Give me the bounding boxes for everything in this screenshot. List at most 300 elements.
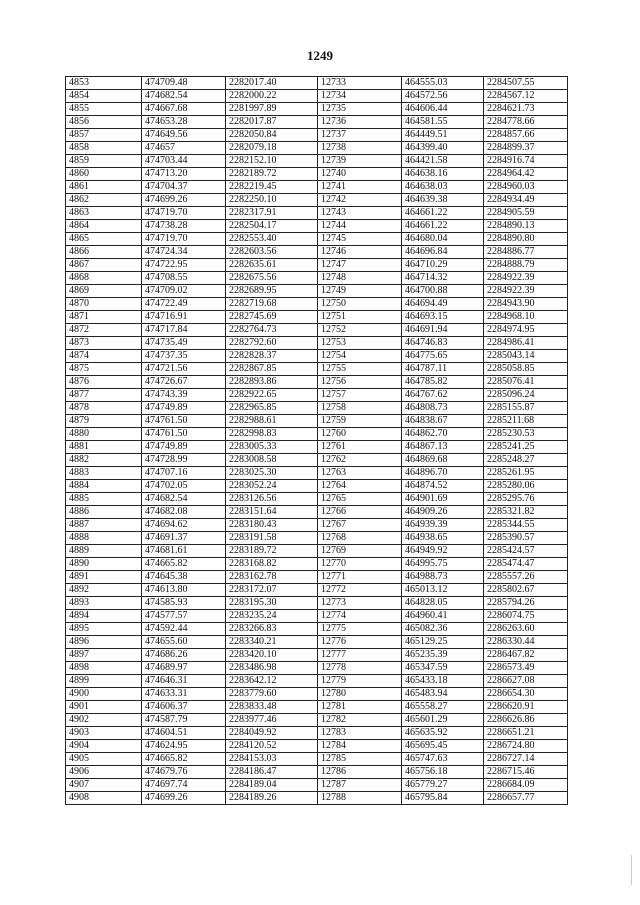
y-coordinate-right-cell: 2285557.26 — [484, 571, 568, 584]
table-row — [66, 519, 568, 532]
table-row — [66, 441, 568, 454]
table-row — [66, 259, 568, 272]
x-coordinate-right-cell: 465129.25 — [402, 636, 484, 649]
point-number-left-cell: 4861 — [66, 181, 142, 194]
point-number-left-cell: 4871 — [66, 311, 142, 324]
point-number-right-cell: 12754 — [318, 350, 402, 363]
x-coordinate-right-cell: 464606.44 — [402, 103, 484, 116]
point-number-left-cell: 4903 — [66, 727, 142, 740]
table-row — [66, 506, 568, 519]
y-coordinate-right-cell: 2285076.41 — [484, 376, 568, 389]
point-number-right-cell: 12786 — [318, 766, 402, 779]
x-coordinate-right-cell: 465433.18 — [402, 675, 484, 688]
point-number-left-cell: 4857 — [66, 129, 142, 142]
x-coordinate-left-cell: 474737.35 — [142, 350, 226, 363]
point-number-right-cell: 12768 — [318, 532, 402, 545]
table-row — [66, 454, 568, 467]
point-number-left-cell: 4879 — [66, 415, 142, 428]
point-number-left-cell: 4893 — [66, 597, 142, 610]
x-coordinate-left-cell: 474665.82 — [142, 558, 226, 571]
y-coordinate-left-cell: 2283005.33 — [226, 441, 318, 454]
x-coordinate-left-cell: 474697.74 — [142, 779, 226, 792]
table-row — [66, 324, 568, 337]
x-coordinate-right-cell: 464449.51 — [402, 129, 484, 142]
point-number-left-cell: 4882 — [66, 454, 142, 467]
y-coordinate-left-cell: 2282828.37 — [226, 350, 318, 363]
table-row — [66, 714, 568, 727]
x-coordinate-right-cell: 464838.67 — [402, 415, 484, 428]
y-coordinate-right-cell: 2286715.46 — [484, 766, 568, 779]
x-coordinate-left-cell: 474709.48 — [142, 77, 226, 90]
y-coordinate-right-cell: 2284905.59 — [484, 207, 568, 220]
y-coordinate-left-cell: 2282719.68 — [226, 298, 318, 311]
y-coordinate-right-cell: 2285261.95 — [484, 467, 568, 480]
y-coordinate-left-cell: 2282152.10 — [226, 155, 318, 168]
x-coordinate-left-cell: 474704.37 — [142, 181, 226, 194]
x-coordinate-left-cell: 474649.56 — [142, 129, 226, 142]
x-coordinate-right-cell: 464938.65 — [402, 532, 484, 545]
y-coordinate-left-cell: 2283235.24 — [226, 610, 318, 623]
y-coordinate-right-cell: 2286727.14 — [484, 753, 568, 766]
x-coordinate-right-cell: 464746.83 — [402, 337, 484, 350]
y-coordinate-right-cell: 2284968.10 — [484, 311, 568, 324]
y-coordinate-left-cell: 2282219.45 — [226, 181, 318, 194]
x-coordinate-right-cell: 464714.32 — [402, 272, 484, 285]
table-row — [66, 610, 568, 623]
point-number-left-cell: 4886 — [66, 506, 142, 519]
x-coordinate-right-cell: 464555.03 — [402, 77, 484, 90]
table-row — [66, 129, 568, 142]
point-number-left-cell: 4854 — [66, 90, 142, 103]
x-coordinate-left-cell: 474707.16 — [142, 467, 226, 480]
point-number-right-cell: 12747 — [318, 259, 402, 272]
point-number-left-cell: 4899 — [66, 675, 142, 688]
point-number-right-cell: 12778 — [318, 662, 402, 675]
point-number-left-cell: 4890 — [66, 558, 142, 571]
table-row — [66, 701, 568, 714]
table-row — [66, 402, 568, 415]
table-row — [66, 103, 568, 116]
y-coordinate-left-cell: 2283052.24 — [226, 480, 318, 493]
point-number-right-cell: 12764 — [318, 480, 402, 493]
y-coordinate-right-cell: 2284890.80 — [484, 233, 568, 246]
point-number-left-cell: 4897 — [66, 649, 142, 662]
point-number-left-cell: 4856 — [66, 116, 142, 129]
y-coordinate-left-cell: 2283025.30 — [226, 467, 318, 480]
x-coordinate-right-cell: 464960.41 — [402, 610, 484, 623]
x-coordinate-left-cell: 474719.70 — [142, 233, 226, 246]
table-row — [66, 532, 568, 545]
y-coordinate-left-cell: 2282189.72 — [226, 168, 318, 181]
y-coordinate-left-cell: 2283168.82 — [226, 558, 318, 571]
point-number-right-cell: 12736 — [318, 116, 402, 129]
point-number-right-cell: 12746 — [318, 246, 402, 259]
point-number-left-cell: 4908 — [66, 792, 142, 805]
x-coordinate-right-cell: 464874.52 — [402, 480, 484, 493]
x-coordinate-right-cell: 464421.58 — [402, 155, 484, 168]
y-coordinate-right-cell: 2285155.87 — [484, 402, 568, 415]
y-coordinate-left-cell: 2282017.87 — [226, 116, 318, 129]
point-number-left-cell: 4892 — [66, 584, 142, 597]
table-row — [66, 77, 568, 90]
x-coordinate-left-cell: 474682.08 — [142, 506, 226, 519]
point-number-left-cell: 4873 — [66, 337, 142, 350]
x-coordinate-right-cell: 465779.27 — [402, 779, 484, 792]
x-coordinate-right-cell: 464896.70 — [402, 467, 484, 480]
point-number-right-cell: 12785 — [318, 753, 402, 766]
x-coordinate-left-cell: 474761.50 — [142, 428, 226, 441]
table-row — [66, 285, 568, 298]
point-number-right-cell: 12760 — [318, 428, 402, 441]
x-coordinate-left-cell: 474604.51 — [142, 727, 226, 740]
point-number-right-cell: 12738 — [318, 142, 402, 155]
x-coordinate-right-cell: 465747.63 — [402, 753, 484, 766]
x-coordinate-right-cell: 464661.22 — [402, 207, 484, 220]
x-coordinate-left-cell: 474577.57 — [142, 610, 226, 623]
y-coordinate-right-cell: 2286573.49 — [484, 662, 568, 675]
point-number-right-cell: 12763 — [318, 467, 402, 480]
x-coordinate-left-cell: 474606.37 — [142, 701, 226, 714]
point-number-right-cell: 12769 — [318, 545, 402, 558]
point-number-right-cell: 12766 — [318, 506, 402, 519]
x-coordinate-right-cell: 465082.36 — [402, 623, 484, 636]
point-number-right-cell: 12787 — [318, 779, 402, 792]
point-number-right-cell: 12771 — [318, 571, 402, 584]
x-coordinate-right-cell: 464995.75 — [402, 558, 484, 571]
x-coordinate-right-cell: 464572.56 — [402, 90, 484, 103]
y-coordinate-right-cell: 2284778.66 — [484, 116, 568, 129]
x-coordinate-left-cell: 474722.95 — [142, 259, 226, 272]
x-coordinate-right-cell: 464680.04 — [402, 233, 484, 246]
table-row — [66, 571, 568, 584]
x-coordinate-right-cell: 464775.65 — [402, 350, 484, 363]
x-coordinate-left-cell: 474726.67 — [142, 376, 226, 389]
table-row — [66, 90, 568, 103]
y-coordinate-left-cell: 2283779.60 — [226, 688, 318, 701]
margin-mark — [631, 855, 634, 885]
y-coordinate-left-cell: 2282893.86 — [226, 376, 318, 389]
x-coordinate-left-cell: 474681.61 — [142, 545, 226, 558]
point-number-right-cell: 12773 — [318, 597, 402, 610]
y-coordinate-left-cell: 2282792.60 — [226, 337, 318, 350]
y-coordinate-left-cell: 2282317.91 — [226, 207, 318, 220]
x-coordinate-right-cell: 464693.15 — [402, 311, 484, 324]
y-coordinate-right-cell: 2284986.41 — [484, 337, 568, 350]
y-coordinate-left-cell: 2282553.40 — [226, 233, 318, 246]
x-coordinate-right-cell: 465558.27 — [402, 701, 484, 714]
y-coordinate-right-cell: 2285295.76 — [484, 493, 568, 506]
y-coordinate-right-cell: 2285474.47 — [484, 558, 568, 571]
point-number-right-cell: 12749 — [318, 285, 402, 298]
y-coordinate-left-cell: 2282635.61 — [226, 259, 318, 272]
y-coordinate-left-cell: 2282000.22 — [226, 90, 318, 103]
x-coordinate-right-cell: 465483.94 — [402, 688, 484, 701]
x-coordinate-left-cell: 474722.49 — [142, 298, 226, 311]
table-row — [66, 168, 568, 181]
point-number-left-cell: 4894 — [66, 610, 142, 623]
point-number-right-cell: 12748 — [318, 272, 402, 285]
y-coordinate-right-cell: 2285241.25 — [484, 441, 568, 454]
x-coordinate-left-cell: 474624.95 — [142, 740, 226, 753]
x-coordinate-left-cell: 474653.28 — [142, 116, 226, 129]
x-coordinate-right-cell: 464867.13 — [402, 441, 484, 454]
point-number-right-cell: 12779 — [318, 675, 402, 688]
y-coordinate-right-cell: 2284886.77 — [484, 246, 568, 259]
y-coordinate-right-cell: 2284507.55 — [484, 77, 568, 90]
x-coordinate-right-cell: 464939.39 — [402, 519, 484, 532]
x-coordinate-right-cell: 464949.92 — [402, 545, 484, 558]
table-row — [66, 636, 568, 649]
table-row — [66, 142, 568, 155]
table-row — [66, 753, 568, 766]
table-row — [66, 207, 568, 220]
x-coordinate-left-cell: 474713.20 — [142, 168, 226, 181]
x-coordinate-right-cell: 464700.88 — [402, 285, 484, 298]
y-coordinate-right-cell: 2285802.67 — [484, 584, 568, 597]
point-number-right-cell: 12757 — [318, 389, 402, 402]
y-coordinate-left-cell: 2283151.64 — [226, 506, 318, 519]
point-number-left-cell: 4875 — [66, 363, 142, 376]
x-coordinate-right-cell: 465601.29 — [402, 714, 484, 727]
y-coordinate-left-cell: 2282079.18 — [226, 142, 318, 155]
y-coordinate-left-cell: 2282050.84 — [226, 129, 318, 142]
x-coordinate-right-cell: 464638.16 — [402, 168, 484, 181]
y-coordinate-right-cell: 2284857.66 — [484, 129, 568, 142]
point-number-left-cell: 4870 — [66, 298, 142, 311]
point-number-left-cell: 4905 — [66, 753, 142, 766]
point-number-left-cell: 4885 — [66, 493, 142, 506]
x-coordinate-right-cell: 464901.69 — [402, 493, 484, 506]
y-coordinate-right-cell: 2284916.74 — [484, 155, 568, 168]
y-coordinate-right-cell: 2286467.82 — [484, 649, 568, 662]
point-number-left-cell: 4868 — [66, 272, 142, 285]
y-coordinate-right-cell: 2284899.37 — [484, 142, 568, 155]
y-coordinate-left-cell: 2282867.85 — [226, 363, 318, 376]
x-coordinate-right-cell: 464696.84 — [402, 246, 484, 259]
y-coordinate-right-cell: 2284890.13 — [484, 220, 568, 233]
x-coordinate-left-cell: 474633.31 — [142, 688, 226, 701]
y-coordinate-right-cell: 2286620.91 — [484, 701, 568, 714]
y-coordinate-right-cell: 2284621.73 — [484, 103, 568, 116]
table-row — [66, 298, 568, 311]
point-number-right-cell: 12767 — [318, 519, 402, 532]
table-row — [66, 220, 568, 233]
x-coordinate-left-cell: 474585.93 — [142, 597, 226, 610]
x-coordinate-left-cell: 474749.89 — [142, 441, 226, 454]
x-coordinate-left-cell: 474645.38 — [142, 571, 226, 584]
table-row — [66, 623, 568, 636]
point-number-right-cell: 12770 — [318, 558, 402, 571]
y-coordinate-left-cell: 2282504.17 — [226, 220, 318, 233]
y-coordinate-left-cell: 2283180.43 — [226, 519, 318, 532]
x-coordinate-right-cell: 464691.94 — [402, 324, 484, 337]
table-row — [66, 792, 568, 805]
y-coordinate-right-cell: 2286627.08 — [484, 675, 568, 688]
y-coordinate-left-cell: 2282965.85 — [226, 402, 318, 415]
point-number-right-cell: 12783 — [318, 727, 402, 740]
point-number-left-cell: 4898 — [66, 662, 142, 675]
point-number-left-cell: 4907 — [66, 779, 142, 792]
x-coordinate-right-cell: 464710.29 — [402, 259, 484, 272]
table-row — [66, 376, 568, 389]
x-coordinate-left-cell: 474717.84 — [142, 324, 226, 337]
x-coordinate-left-cell: 474699.26 — [142, 792, 226, 805]
y-coordinate-left-cell: 2283977.46 — [226, 714, 318, 727]
point-number-left-cell: 4901 — [66, 701, 142, 714]
table-row — [66, 480, 568, 493]
point-number-left-cell: 4867 — [66, 259, 142, 272]
table-row — [66, 688, 568, 701]
y-coordinate-left-cell: 2282764.73 — [226, 324, 318, 337]
y-coordinate-left-cell: 2283266.83 — [226, 623, 318, 636]
point-number-right-cell: 12772 — [318, 584, 402, 597]
point-number-right-cell: 12781 — [318, 701, 402, 714]
x-coordinate-left-cell: 474738.28 — [142, 220, 226, 233]
point-number-left-cell: 4862 — [66, 194, 142, 207]
point-number-right-cell: 12765 — [318, 493, 402, 506]
point-number-left-cell: 4896 — [66, 636, 142, 649]
point-number-right-cell: 12737 — [318, 129, 402, 142]
table-row — [66, 363, 568, 376]
point-number-left-cell: 4863 — [66, 207, 142, 220]
x-coordinate-right-cell: 464862.70 — [402, 428, 484, 441]
point-number-left-cell: 4872 — [66, 324, 142, 337]
point-number-right-cell: 12743 — [318, 207, 402, 220]
point-number-left-cell: 4866 — [66, 246, 142, 259]
point-number-left-cell: 4900 — [66, 688, 142, 701]
point-number-right-cell: 12752 — [318, 324, 402, 337]
x-coordinate-right-cell: 464639.38 — [402, 194, 484, 207]
x-coordinate-right-cell: 465013.12 — [402, 584, 484, 597]
y-coordinate-right-cell: 2284964.42 — [484, 168, 568, 181]
point-number-right-cell: 12774 — [318, 610, 402, 623]
point-number-left-cell: 4881 — [66, 441, 142, 454]
y-coordinate-right-cell: 2285344.55 — [484, 519, 568, 532]
y-coordinate-left-cell: 2284153.03 — [226, 753, 318, 766]
point-number-left-cell: 4864 — [66, 220, 142, 233]
point-number-left-cell: 4859 — [66, 155, 142, 168]
x-coordinate-left-cell: 474708.55 — [142, 272, 226, 285]
x-coordinate-left-cell: 474761.50 — [142, 415, 226, 428]
x-coordinate-left-cell: 474686.26 — [142, 649, 226, 662]
table-row — [66, 779, 568, 792]
y-coordinate-left-cell: 2283420.10 — [226, 649, 318, 662]
point-number-right-cell: 12742 — [318, 194, 402, 207]
point-number-right-cell: 12750 — [318, 298, 402, 311]
x-coordinate-right-cell: 465695.45 — [402, 740, 484, 753]
y-coordinate-left-cell: 2283189.72 — [226, 545, 318, 558]
y-coordinate-right-cell: 2285230.53 — [484, 428, 568, 441]
point-number-right-cell: 12740 — [318, 168, 402, 181]
x-coordinate-left-cell: 474703.44 — [142, 155, 226, 168]
point-number-right-cell: 12775 — [318, 623, 402, 636]
point-number-right-cell: 12759 — [318, 415, 402, 428]
y-coordinate-left-cell: 2284186.47 — [226, 766, 318, 779]
x-coordinate-right-cell: 465347.59 — [402, 662, 484, 675]
point-number-right-cell: 12782 — [318, 714, 402, 727]
table-row — [66, 545, 568, 558]
table-row — [66, 597, 568, 610]
y-coordinate-right-cell: 2284922.39 — [484, 272, 568, 285]
x-coordinate-left-cell: 474694.62 — [142, 519, 226, 532]
table-row — [66, 558, 568, 571]
point-number-left-cell: 4858 — [66, 142, 142, 155]
y-coordinate-right-cell: 2285058.85 — [484, 363, 568, 376]
x-coordinate-left-cell: 474728.99 — [142, 454, 226, 467]
point-number-left-cell: 4853 — [66, 77, 142, 90]
point-number-right-cell: 12755 — [318, 363, 402, 376]
y-coordinate-left-cell: 2282922.65 — [226, 389, 318, 402]
point-number-right-cell: 12745 — [318, 233, 402, 246]
y-coordinate-right-cell: 2285280.06 — [484, 480, 568, 493]
point-number-right-cell: 12776 — [318, 636, 402, 649]
table-row — [66, 727, 568, 740]
y-coordinate-right-cell: 2286651.21 — [484, 727, 568, 740]
y-coordinate-right-cell: 2285424.57 — [484, 545, 568, 558]
table-row — [66, 662, 568, 675]
y-coordinate-right-cell: 2285043.14 — [484, 350, 568, 363]
point-number-left-cell: 4895 — [66, 623, 142, 636]
y-coordinate-left-cell: 2282998.83 — [226, 428, 318, 441]
x-coordinate-left-cell: 474682.54 — [142, 90, 226, 103]
y-coordinate-right-cell: 2286626.86 — [484, 714, 568, 727]
x-coordinate-right-cell: 464869.68 — [402, 454, 484, 467]
table-row — [66, 272, 568, 285]
table-row — [66, 233, 568, 246]
table-row — [66, 493, 568, 506]
point-number-right-cell: 12753 — [318, 337, 402, 350]
point-number-left-cell: 4855 — [66, 103, 142, 116]
point-number-left-cell: 4884 — [66, 480, 142, 493]
y-coordinate-left-cell: 2283486.98 — [226, 662, 318, 675]
x-coordinate-left-cell: 474587.79 — [142, 714, 226, 727]
y-coordinate-left-cell: 2284189.26 — [226, 792, 318, 805]
x-coordinate-right-cell: 464787.11 — [402, 363, 484, 376]
table-row — [66, 181, 568, 194]
point-number-left-cell: 4865 — [66, 233, 142, 246]
y-coordinate-left-cell: 2282745.69 — [226, 311, 318, 324]
point-number-right-cell: 12751 — [318, 311, 402, 324]
x-coordinate-left-cell: 474721.56 — [142, 363, 226, 376]
point-number-left-cell: 4877 — [66, 389, 142, 402]
y-coordinate-right-cell: 2284567.12 — [484, 90, 568, 103]
point-number-left-cell: 4889 — [66, 545, 142, 558]
table-row — [66, 428, 568, 441]
point-number-left-cell: 4874 — [66, 350, 142, 363]
y-coordinate-left-cell: 2283172.07 — [226, 584, 318, 597]
y-coordinate-right-cell: 2286330.44 — [484, 636, 568, 649]
x-coordinate-right-cell: 464638.03 — [402, 181, 484, 194]
point-number-left-cell: 4876 — [66, 376, 142, 389]
table-row — [66, 194, 568, 207]
x-coordinate-left-cell: 474665.82 — [142, 753, 226, 766]
y-coordinate-right-cell: 2286654.30 — [484, 688, 568, 701]
point-number-left-cell: 4891 — [66, 571, 142, 584]
x-coordinate-right-cell: 464808.73 — [402, 402, 484, 415]
y-coordinate-right-cell: 2284922.39 — [484, 285, 568, 298]
y-coordinate-left-cell: 2284049.92 — [226, 727, 318, 740]
x-coordinate-left-cell: 474646.31 — [142, 675, 226, 688]
x-coordinate-left-cell: 474724.34 — [142, 246, 226, 259]
y-coordinate-right-cell: 2286657.77 — [484, 792, 568, 805]
y-coordinate-right-cell: 2285321.82 — [484, 506, 568, 519]
y-coordinate-right-cell: 2285248.27 — [484, 454, 568, 467]
y-coordinate-left-cell: 2283833.48 — [226, 701, 318, 714]
point-number-left-cell: 4888 — [66, 532, 142, 545]
x-coordinate-left-cell: 474657 — [142, 142, 226, 155]
y-coordinate-left-cell: 2282675.56 — [226, 272, 318, 285]
y-coordinate-right-cell: 2284934.49 — [484, 194, 568, 207]
